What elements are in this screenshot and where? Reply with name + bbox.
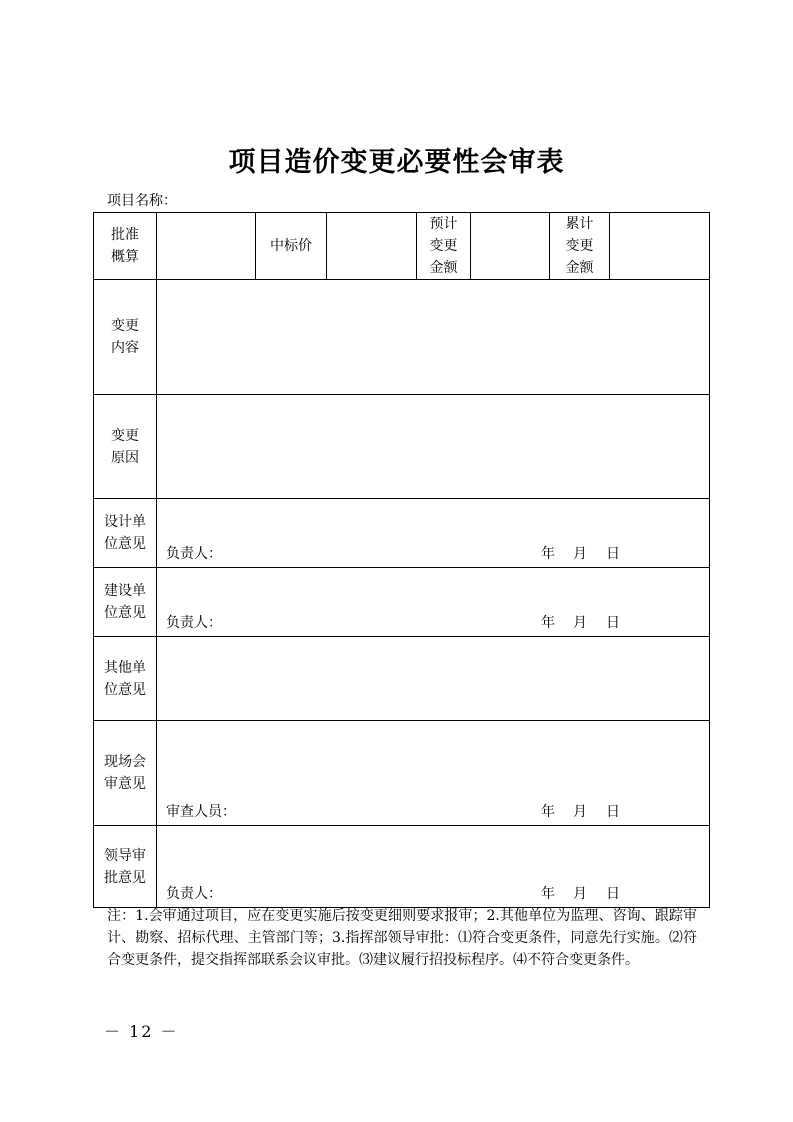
cumulative-change-label: 累计 变更 金额	[550, 213, 610, 280]
date-year: 年	[541, 615, 555, 631]
date-day: 日	[606, 546, 620, 562]
date-year: 年	[541, 886, 555, 902]
change-content-label: 变更 内容	[94, 280, 157, 395]
date-month: 月	[573, 615, 587, 631]
table-row	[94, 213, 710, 280]
estimated-change-value[interactable]	[471, 213, 550, 280]
change-reason-field[interactable]	[157, 395, 710, 499]
table-row	[94, 721, 710, 826]
date-month: 月	[573, 804, 587, 820]
page-number: － 12 －	[104, 1022, 179, 1041]
bid-price-label: 中标价	[256, 213, 327, 280]
leader-review-opinion-field[interactable]	[157, 826, 710, 908]
change-reason-label: 变更 原因	[94, 395, 157, 499]
table-row	[94, 637, 710, 721]
design-unit-opinion-field[interactable]	[157, 499, 710, 568]
change-content-field[interactable]	[157, 280, 710, 395]
estimated-change-label: 预计 变更 金额	[417, 213, 471, 280]
cumulative-change-value[interactable]	[610, 213, 710, 280]
bid-price-value[interactable]	[327, 213, 417, 280]
responsible-person-label: 负责人：	[166, 546, 222, 562]
footnote: 注：1.会审通过项目，应在变更实施后按变更细则要求报审；2.其他单位为监理、咨询、跟踪审计、勘察、招标代理、主管部门等；3.指挥部领导审批：⑴符合变更条件，同意先行实施。⑵符合变更条件，提交指挥部联系会议审批。⑶建议履行招投标程序。⑷不符合变更条件。	[107, 908, 697, 968]
date-month: 月	[573, 546, 587, 562]
table-row	[94, 280, 710, 395]
leader-review-label: 领导审 批意见	[94, 826, 157, 908]
responsible-person-label: 负责人：	[166, 886, 222, 902]
construction-unit-label: 建设单 位意见	[94, 568, 157, 637]
review-form-table	[93, 212, 710, 908]
table-row	[94, 826, 710, 908]
project-name-label: 项目名称：	[107, 193, 177, 209]
site-review-label: 现场会 审意见	[94, 721, 157, 826]
reviewer-label: 审查人员：	[166, 804, 236, 820]
site-review-opinion-field[interactable]	[157, 721, 710, 826]
other-unit-label: 其他单 位意见	[94, 637, 157, 721]
table-row	[94, 499, 710, 568]
responsible-person-label: 负责人：	[166, 615, 222, 631]
date-day: 日	[606, 615, 620, 631]
page-title: 项目造价变更必要性会审表	[228, 147, 565, 178]
approved-budget-label: 批准 概算	[94, 213, 157, 280]
other-unit-opinion-field[interactable]	[157, 637, 710, 721]
table-row	[94, 395, 710, 499]
table-row	[94, 568, 710, 637]
approved-budget-value[interactable]	[157, 213, 256, 280]
date-day: 日	[606, 886, 620, 902]
date-month: 月	[573, 886, 587, 902]
date-day: 日	[606, 804, 620, 820]
construction-unit-opinion-field[interactable]	[157, 568, 710, 637]
design-unit-label: 设计单 位意见	[94, 499, 157, 568]
date-year: 年	[541, 804, 555, 820]
date-year: 年	[541, 546, 555, 562]
